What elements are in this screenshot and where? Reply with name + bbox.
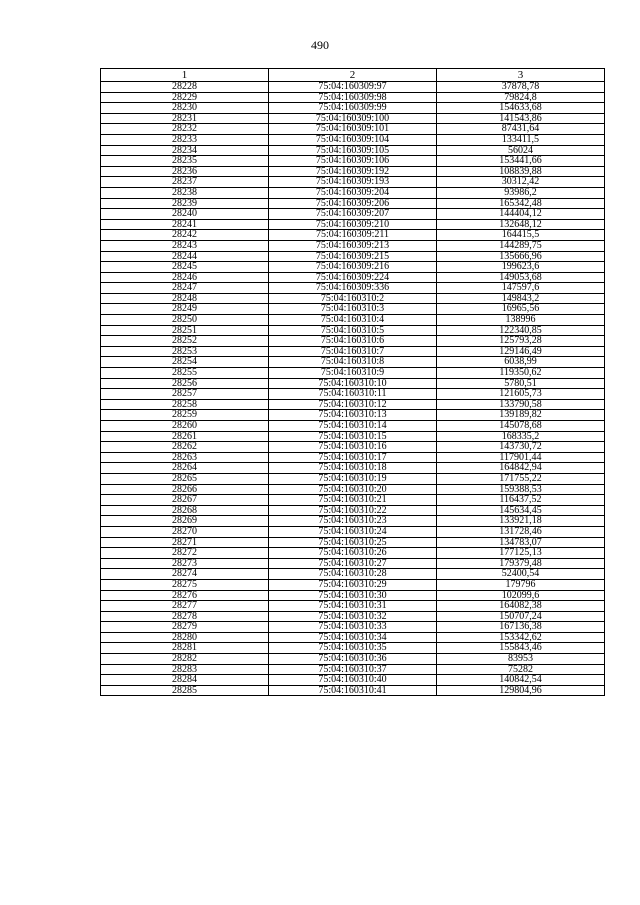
row-number-cell: 28280 bbox=[101, 632, 269, 643]
table-row bbox=[101, 92, 605, 103]
row-number-cell: 28281 bbox=[101, 643, 269, 654]
value-cell: 145078,68 bbox=[437, 421, 605, 432]
value-cell: 155843,46 bbox=[437, 643, 605, 654]
cadastral-number-cell: 75:04:160309:98 bbox=[269, 92, 437, 103]
value-cell: 121605,73 bbox=[437, 389, 605, 400]
table-row bbox=[101, 209, 605, 220]
cadastral-number-cell: 75:04:160309:97 bbox=[269, 82, 437, 93]
row-number-cell: 28239 bbox=[101, 198, 269, 209]
row-number-cell: 28276 bbox=[101, 590, 269, 601]
cadastral-number-cell: 75:04:160309:104 bbox=[269, 134, 437, 145]
value-cell: 144289,75 bbox=[437, 240, 605, 251]
data-table bbox=[100, 68, 605, 696]
cadastral-number-cell: 75:04:160310:26 bbox=[269, 548, 437, 559]
row-number-cell: 28256 bbox=[101, 378, 269, 389]
value-cell: 143730,72 bbox=[437, 442, 605, 453]
row-number-cell: 28267 bbox=[101, 495, 269, 506]
table-row bbox=[101, 177, 605, 188]
cadastral-number-cell: 75:04:160310:23 bbox=[269, 516, 437, 527]
row-number-cell: 28258 bbox=[101, 399, 269, 410]
table-row bbox=[101, 484, 605, 495]
row-number-cell: 28233 bbox=[101, 134, 269, 145]
table-row bbox=[101, 526, 605, 537]
value-cell: 79824,8 bbox=[437, 92, 605, 103]
cadastral-number-cell: 75:04:160310:14 bbox=[269, 421, 437, 432]
table-row bbox=[101, 473, 605, 484]
row-number-cell: 28231 bbox=[101, 113, 269, 124]
table-row bbox=[101, 325, 605, 336]
table-row bbox=[101, 198, 605, 209]
table-row bbox=[101, 505, 605, 516]
cadastral-number-cell: 75:04:160309:192 bbox=[269, 166, 437, 177]
row-number-cell: 28277 bbox=[101, 601, 269, 612]
value-cell: 164082,38 bbox=[437, 601, 605, 612]
cadastral-number-cell: 75:04:160310:31 bbox=[269, 601, 437, 612]
table-row bbox=[101, 251, 605, 262]
table-row bbox=[101, 166, 605, 177]
row-number-cell: 28242 bbox=[101, 230, 269, 241]
table-row bbox=[101, 378, 605, 389]
value-cell: 75282 bbox=[437, 664, 605, 675]
cadastral-number-cell: 75:04:160310:22 bbox=[269, 505, 437, 516]
table-row bbox=[101, 431, 605, 442]
row-number-cell: 28235 bbox=[101, 156, 269, 167]
table-row bbox=[101, 664, 605, 675]
value-cell: 164415,5 bbox=[437, 230, 605, 241]
cadastral-number-cell: 75:04:160309:215 bbox=[269, 251, 437, 262]
table-row bbox=[101, 368, 605, 379]
row-number-cell: 28279 bbox=[101, 622, 269, 633]
table-header-row bbox=[101, 69, 605, 82]
table-row bbox=[101, 675, 605, 686]
table-row bbox=[101, 336, 605, 347]
cadastral-number-cell: 75:04:160310:19 bbox=[269, 473, 437, 484]
table-row bbox=[101, 622, 605, 633]
column-header-2: 2 bbox=[269, 69, 437, 82]
value-cell: 149053,68 bbox=[437, 272, 605, 283]
row-number-cell: 28284 bbox=[101, 675, 269, 686]
value-cell: 83953 bbox=[437, 654, 605, 665]
cadastral-number-cell: 75:04:160309:210 bbox=[269, 219, 437, 230]
table-row bbox=[101, 590, 605, 601]
table-row bbox=[101, 421, 605, 432]
value-cell: 5780,51 bbox=[437, 378, 605, 389]
cadastral-number-cell: 75:04:160309:204 bbox=[269, 187, 437, 198]
value-cell: 144404,12 bbox=[437, 209, 605, 220]
cadastral-number-cell: 75:04:160310:27 bbox=[269, 558, 437, 569]
row-number-cell: 28245 bbox=[101, 262, 269, 273]
row-number-cell: 28250 bbox=[101, 315, 269, 326]
cadastral-number-cell: 75:04:160310:36 bbox=[269, 654, 437, 665]
value-cell: 129146,49 bbox=[437, 346, 605, 357]
value-cell: 134783,07 bbox=[437, 537, 605, 548]
value-cell: 102099,6 bbox=[437, 590, 605, 601]
cadastral-number-cell: 75:04:160310:7 bbox=[269, 346, 437, 357]
table-row bbox=[101, 558, 605, 569]
value-cell: 93986,2 bbox=[437, 187, 605, 198]
cadastral-number-cell: 75:04:160309:213 bbox=[269, 240, 437, 251]
value-cell: 168335,2 bbox=[437, 431, 605, 442]
cadastral-number-cell: 75:04:160310:11 bbox=[269, 389, 437, 400]
page-number: 490 bbox=[311, 38, 329, 52]
table-row bbox=[101, 230, 605, 241]
value-cell: 150707,24 bbox=[437, 611, 605, 622]
table-row bbox=[101, 145, 605, 156]
row-number-cell: 28254 bbox=[101, 357, 269, 368]
cadastral-number-cell: 75:04:160310:17 bbox=[269, 452, 437, 463]
value-cell: 164842,94 bbox=[437, 463, 605, 474]
row-number-cell: 28265 bbox=[101, 473, 269, 484]
value-cell: 132648,12 bbox=[437, 219, 605, 230]
row-number-cell: 28249 bbox=[101, 304, 269, 315]
row-number-cell: 28261 bbox=[101, 431, 269, 442]
table-row bbox=[101, 548, 605, 559]
cadastral-number-cell: 75:04:160310:12 bbox=[269, 399, 437, 410]
cadastral-number-cell: 75:04:160310:29 bbox=[269, 579, 437, 590]
cadastral-number-cell: 75:04:160310:33 bbox=[269, 622, 437, 633]
row-number-cell: 28270 bbox=[101, 526, 269, 537]
value-cell: 154633,68 bbox=[437, 103, 605, 114]
table-row bbox=[101, 82, 605, 93]
cadastral-number-cell: 75:04:160310:32 bbox=[269, 611, 437, 622]
value-cell: 153342,62 bbox=[437, 632, 605, 643]
cadastral-number-cell: 75:04:160310:34 bbox=[269, 632, 437, 643]
value-cell: 165342,48 bbox=[437, 198, 605, 209]
table-row bbox=[101, 283, 605, 294]
value-cell: 159388,53 bbox=[437, 484, 605, 495]
cadastral-number-cell: 75:04:160310:20 bbox=[269, 484, 437, 495]
value-cell: 145634,45 bbox=[437, 505, 605, 516]
row-number-cell: 28243 bbox=[101, 240, 269, 251]
row-number-cell: 28262 bbox=[101, 442, 269, 453]
row-number-cell: 28283 bbox=[101, 664, 269, 675]
value-cell: 147597,6 bbox=[437, 283, 605, 294]
row-number-cell: 28229 bbox=[101, 92, 269, 103]
row-number-cell: 28251 bbox=[101, 325, 269, 336]
row-number-cell: 28282 bbox=[101, 654, 269, 665]
value-cell: 133790,58 bbox=[437, 399, 605, 410]
value-cell: 37878,78 bbox=[437, 82, 605, 93]
row-number-cell: 28274 bbox=[101, 569, 269, 580]
cadastral-number-cell: 75:04:160310:21 bbox=[269, 495, 437, 506]
row-number-cell: 28241 bbox=[101, 219, 269, 230]
row-number-cell: 28252 bbox=[101, 336, 269, 347]
table-body bbox=[101, 82, 605, 696]
cadastral-number-cell: 75:04:160310:30 bbox=[269, 590, 437, 601]
row-number-cell: 28269 bbox=[101, 516, 269, 527]
row-number-cell: 28278 bbox=[101, 611, 269, 622]
cadastral-number-cell: 75:04:160310:5 bbox=[269, 325, 437, 336]
value-cell: 149843,2 bbox=[437, 293, 605, 304]
cadastral-number-cell: 75:04:160309:207 bbox=[269, 209, 437, 220]
cadastral-number-cell: 75:04:160310:4 bbox=[269, 315, 437, 326]
cadastral-number-cell: 75:04:160310:41 bbox=[269, 685, 437, 696]
value-cell: 52400,54 bbox=[437, 569, 605, 580]
row-number-cell: 28230 bbox=[101, 103, 269, 114]
value-cell: 122340,85 bbox=[437, 325, 605, 336]
cadastral-number-cell: 75:04:160310:28 bbox=[269, 569, 437, 580]
cadastral-number-cell: 75:04:160310:18 bbox=[269, 463, 437, 474]
row-number-cell: 28255 bbox=[101, 368, 269, 379]
cadastral-number-cell: 75:04:160309:224 bbox=[269, 272, 437, 283]
cadastral-number-cell: 75:04:160310:25 bbox=[269, 537, 437, 548]
value-cell: 129804,96 bbox=[437, 685, 605, 696]
row-number-cell: 28285 bbox=[101, 685, 269, 696]
cadastral-number-cell: 75:04:160310:40 bbox=[269, 675, 437, 686]
cadastral-number-cell: 75:04:160310:13 bbox=[269, 410, 437, 421]
column-header-1: 1 bbox=[101, 69, 269, 82]
table-row bbox=[101, 315, 605, 326]
row-number-cell: 28263 bbox=[101, 452, 269, 463]
row-number-cell: 28260 bbox=[101, 421, 269, 432]
row-number-cell: 28273 bbox=[101, 558, 269, 569]
cadastral-number-cell: 75:04:160309:101 bbox=[269, 124, 437, 135]
cadastral-number-cell: 75:04:160310:15 bbox=[269, 431, 437, 442]
row-number-cell: 28268 bbox=[101, 505, 269, 516]
value-cell: 116437,52 bbox=[437, 495, 605, 506]
cadastral-number-cell: 75:04:160310:16 bbox=[269, 442, 437, 453]
cadastral-number-cell: 75:04:160309:336 bbox=[269, 283, 437, 294]
table-row bbox=[101, 124, 605, 135]
table-row bbox=[101, 293, 605, 304]
row-number-cell: 28236 bbox=[101, 166, 269, 177]
value-cell: 167136,38 bbox=[437, 622, 605, 633]
column-header-3: 3 bbox=[437, 69, 605, 82]
value-cell: 108839,88 bbox=[437, 166, 605, 177]
table-header bbox=[101, 69, 605, 82]
row-number-cell: 28264 bbox=[101, 463, 269, 474]
table-row bbox=[101, 399, 605, 410]
table-row bbox=[101, 632, 605, 643]
cadastral-number-cell: 75:04:160310:10 bbox=[269, 378, 437, 389]
value-cell: 56024 bbox=[437, 145, 605, 156]
cadastral-number-cell: 75:04:160309:100 bbox=[269, 113, 437, 124]
cadastral-number-cell: 75:04:160309:216 bbox=[269, 262, 437, 273]
cadastral-number-cell: 75:04:160309:105 bbox=[269, 145, 437, 156]
table-row bbox=[101, 346, 605, 357]
value-cell: 16965,56 bbox=[437, 304, 605, 315]
row-number-cell: 28275 bbox=[101, 579, 269, 590]
cadastral-number-cell: 75:04:160310:24 bbox=[269, 526, 437, 537]
table-row bbox=[101, 442, 605, 453]
table-row bbox=[101, 601, 605, 612]
row-number-cell: 28238 bbox=[101, 187, 269, 198]
row-number-cell: 28244 bbox=[101, 251, 269, 262]
value-cell: 131728,46 bbox=[437, 526, 605, 537]
row-number-cell: 28259 bbox=[101, 410, 269, 421]
table-row bbox=[101, 516, 605, 527]
value-cell: 133921,18 bbox=[437, 516, 605, 527]
table-row bbox=[101, 272, 605, 283]
table-row bbox=[101, 643, 605, 654]
cadastral-number-cell: 75:04:160310:8 bbox=[269, 357, 437, 368]
table-row bbox=[101, 611, 605, 622]
value-cell: 179379,48 bbox=[437, 558, 605, 569]
table-row bbox=[101, 156, 605, 167]
row-number-cell: 28257 bbox=[101, 389, 269, 400]
row-number-cell: 28228 bbox=[101, 82, 269, 93]
cadastral-number-cell: 75:04:160310:2 bbox=[269, 293, 437, 304]
value-cell: 199623,6 bbox=[437, 262, 605, 273]
table-row bbox=[101, 134, 605, 145]
value-cell: 30312,42 bbox=[437, 177, 605, 188]
table-row bbox=[101, 579, 605, 590]
cadastral-number-cell: 75:04:160310:37 bbox=[269, 664, 437, 675]
table-row bbox=[101, 463, 605, 474]
row-number-cell: 28272 bbox=[101, 548, 269, 559]
row-number-cell: 28271 bbox=[101, 537, 269, 548]
cadastral-number-cell: 75:04:160309:211 bbox=[269, 230, 437, 241]
row-number-cell: 28234 bbox=[101, 145, 269, 156]
value-cell: 87431,64 bbox=[437, 124, 605, 135]
table-row bbox=[101, 654, 605, 665]
table-row bbox=[101, 537, 605, 548]
row-number-cell: 28253 bbox=[101, 346, 269, 357]
row-number-cell: 28248 bbox=[101, 293, 269, 304]
table-row bbox=[101, 187, 605, 198]
table-row bbox=[101, 219, 605, 230]
cadastral-number-cell: 75:04:160310:3 bbox=[269, 304, 437, 315]
value-cell: 6038,99 bbox=[437, 357, 605, 368]
value-cell: 177125,13 bbox=[437, 548, 605, 559]
value-cell: 133411,5 bbox=[437, 134, 605, 145]
cadastral-number-cell: 75:04:160309:193 bbox=[269, 177, 437, 188]
value-cell: 138996 bbox=[437, 315, 605, 326]
value-cell: 125793,28 bbox=[437, 336, 605, 347]
table-row bbox=[101, 410, 605, 421]
value-cell: 139189,82 bbox=[437, 410, 605, 421]
row-number-cell: 28266 bbox=[101, 484, 269, 495]
cadastral-number-cell: 75:04:160309:106 bbox=[269, 156, 437, 167]
table-row bbox=[101, 569, 605, 580]
cadastral-number-cell: 75:04:160309:206 bbox=[269, 198, 437, 209]
row-number-cell: 28232 bbox=[101, 124, 269, 135]
table-row bbox=[101, 452, 605, 463]
table-row bbox=[101, 389, 605, 400]
table-row bbox=[101, 113, 605, 124]
table-row bbox=[101, 262, 605, 273]
cadastral-number-cell: 75:04:160310:6 bbox=[269, 336, 437, 347]
row-number-cell: 28246 bbox=[101, 272, 269, 283]
table-row bbox=[101, 240, 605, 251]
value-cell: 179796 bbox=[437, 579, 605, 590]
value-cell: 135666,96 bbox=[437, 251, 605, 262]
row-number-cell: 28237 bbox=[101, 177, 269, 188]
table-row bbox=[101, 103, 605, 114]
row-number-cell: 28240 bbox=[101, 209, 269, 220]
cadastral-number-cell: 75:04:160310:35 bbox=[269, 643, 437, 654]
table-row bbox=[101, 685, 605, 696]
value-cell: 140842,54 bbox=[437, 675, 605, 686]
row-number-cell: 28247 bbox=[101, 283, 269, 294]
cadastral-number-cell: 75:04:160310:9 bbox=[269, 368, 437, 379]
table-row bbox=[101, 357, 605, 368]
table-row bbox=[101, 304, 605, 315]
cadastral-number-cell: 75:04:160309:99 bbox=[269, 103, 437, 114]
value-cell: 119350,62 bbox=[437, 368, 605, 379]
value-cell: 141543,86 bbox=[437, 113, 605, 124]
value-cell: 171755,22 bbox=[437, 473, 605, 484]
value-cell: 153441,66 bbox=[437, 156, 605, 167]
value-cell: 117901,44 bbox=[437, 452, 605, 463]
table-row bbox=[101, 495, 605, 506]
